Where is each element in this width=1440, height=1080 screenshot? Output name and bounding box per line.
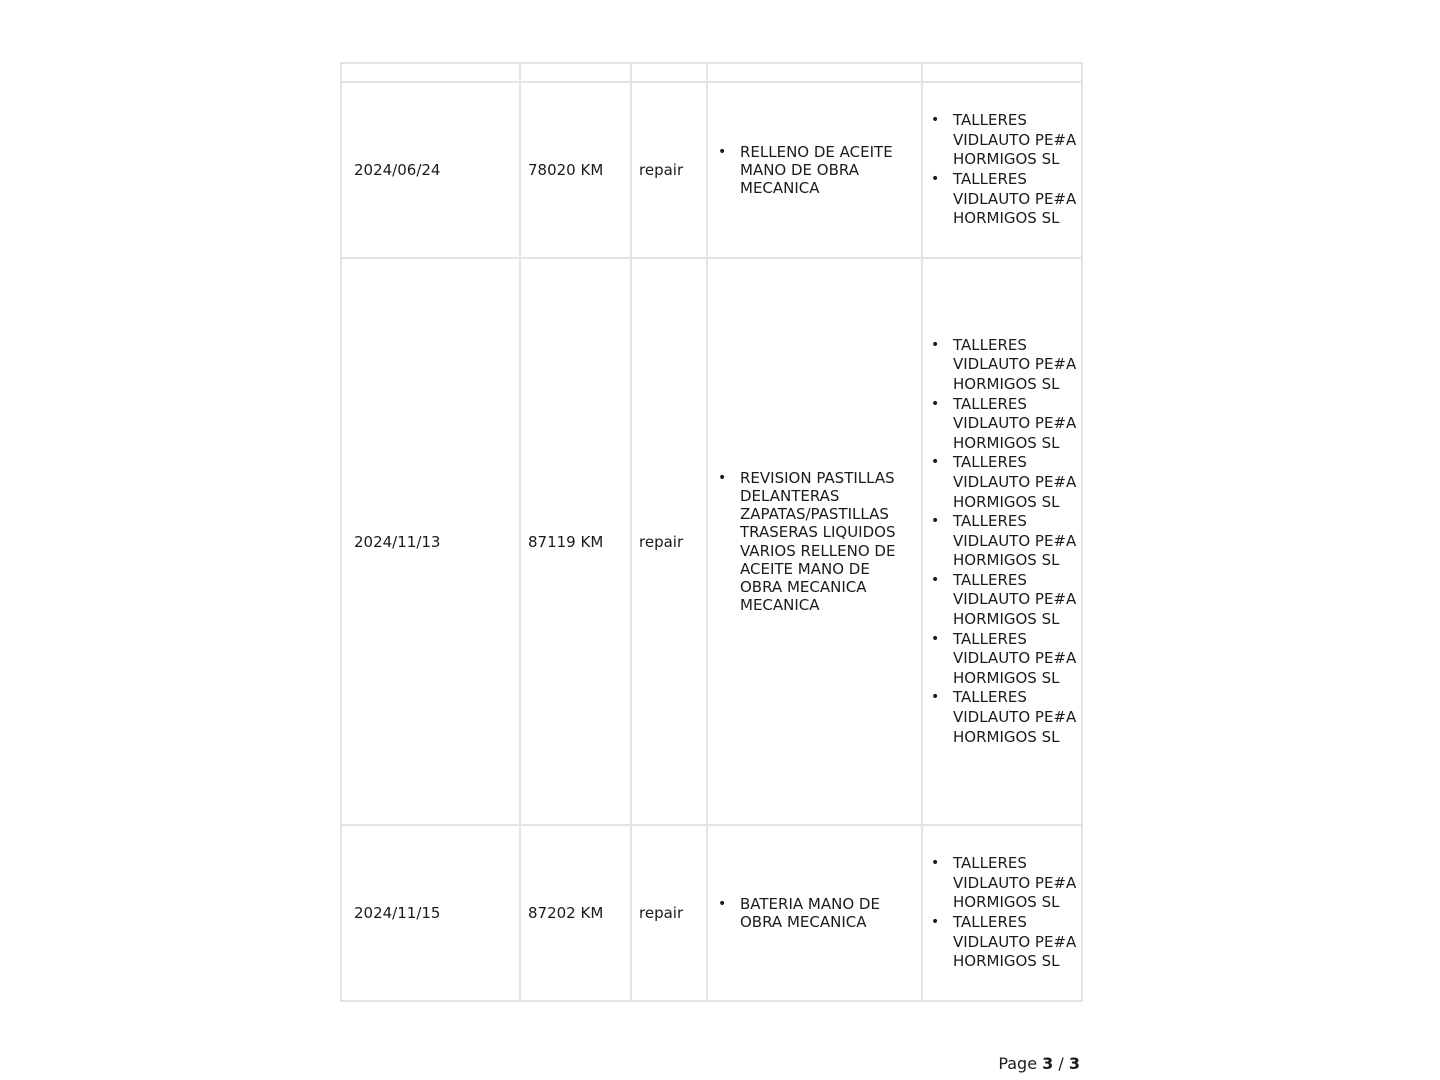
work-cell: [707, 825, 922, 1001]
work-cell: [707, 258, 922, 825]
list-item: [931, 913, 1081, 972]
workshop-cell: [922, 258, 1082, 825]
table-header-row: [341, 63, 1082, 82]
current-page: 3: [1042, 1054, 1054, 1073]
header-cell: [707, 63, 922, 82]
workshop-list: [931, 111, 1081, 229]
workshop-name: TALLERES VIDLAUTO PE#A HORMIGOS SL: [953, 854, 1077, 912]
work-list: [718, 469, 913, 615]
work-item-text: RELLENO DE ACEITE MANO DE OBRA MECANICA: [740, 142, 893, 198]
work-item-text: BATERIA MANO DE OBRA MECANICA: [740, 894, 880, 931]
date-cell: 2024/11/13: [341, 258, 520, 825]
work-list: [718, 143, 913, 198]
workshop-name: TALLERES VIDLAUTO PE#A HORMIGOS SL: [953, 335, 1077, 393]
list-item: [931, 630, 1081, 689]
list-item: [931, 512, 1081, 571]
mileage-cell: 78020 KM: [520, 82, 631, 258]
page-label: Page: [998, 1054, 1038, 1073]
type-cell: repair: [631, 258, 707, 825]
work-cell: [707, 82, 922, 258]
type-cell: repair: [631, 825, 707, 1001]
workshop-list: [931, 854, 1081, 972]
table-row: [341, 825, 1082, 1001]
list-item: [718, 143, 913, 198]
page-number: [998, 1054, 1080, 1073]
total-pages: 3: [1068, 1054, 1080, 1073]
workshop-name: TALLERES VIDLAUTO PE#A HORMIGOS SL: [953, 913, 1077, 971]
workshop-cell: [922, 82, 1082, 258]
list-item: [931, 688, 1081, 747]
list-item: [931, 854, 1081, 913]
workshop-cell: [922, 825, 1082, 1001]
list-item: [718, 895, 913, 931]
workshop-name: TALLERES VIDLAUTO PE#A HORMIGOS SL: [953, 512, 1077, 570]
type-cell: repair: [631, 82, 707, 258]
workshop-name: TALLERES VIDLAUTO PE#A HORMIGOS SL: [953, 453, 1077, 511]
header-cell: [341, 63, 520, 82]
workshop-name: TALLERES VIDLAUTO PE#A HORMIGOS SL: [953, 688, 1077, 746]
list-item: [931, 395, 1081, 454]
list-item: [931, 336, 1081, 395]
list-item: [931, 111, 1081, 170]
header-cell: [520, 63, 631, 82]
date-cell: 2024/11/15: [341, 825, 520, 1001]
mileage-cell: 87202 KM: [520, 825, 631, 1001]
workshop-name: TALLERES VIDLAUTO PE#A HORMIGOS SL: [953, 629, 1077, 687]
list-item: [931, 453, 1081, 512]
workshop-name: TALLERES VIDLAUTO PE#A HORMIGOS SL: [953, 170, 1077, 228]
work-item-text: REVISION PASTILLAS DELANTERAS ZAPATAS/PASTILLAS TRASERAS LIQUIDOS VARIOS RELLENO DE ACEITE MANO DE OBRA MECANICA MECANICA: [740, 468, 896, 615]
workshop-name: TALLERES VIDLAUTO PE#A HORMIGOS SL: [953, 394, 1077, 452]
header-cell: [631, 63, 707, 82]
mileage-cell: 87119 KM: [520, 258, 631, 825]
table-row: [341, 258, 1082, 825]
workshop-name: TALLERES VIDLAUTO PE#A HORMIGOS SL: [953, 570, 1077, 629]
work-list: [718, 895, 913, 931]
workshop-list: [931, 336, 1081, 747]
service-history-table: [340, 62, 1083, 1002]
list-item: [718, 469, 913, 615]
header-cell: [922, 63, 1082, 82]
page-separator: /: [1058, 1054, 1064, 1073]
list-item: [931, 571, 1081, 630]
date-cell: 2024/06/24: [341, 82, 520, 258]
workshop-name: TALLERES VIDLAUTO PE#A HORMIGOS SL: [953, 111, 1077, 169]
table-row: [341, 82, 1082, 258]
list-item: [931, 170, 1081, 229]
